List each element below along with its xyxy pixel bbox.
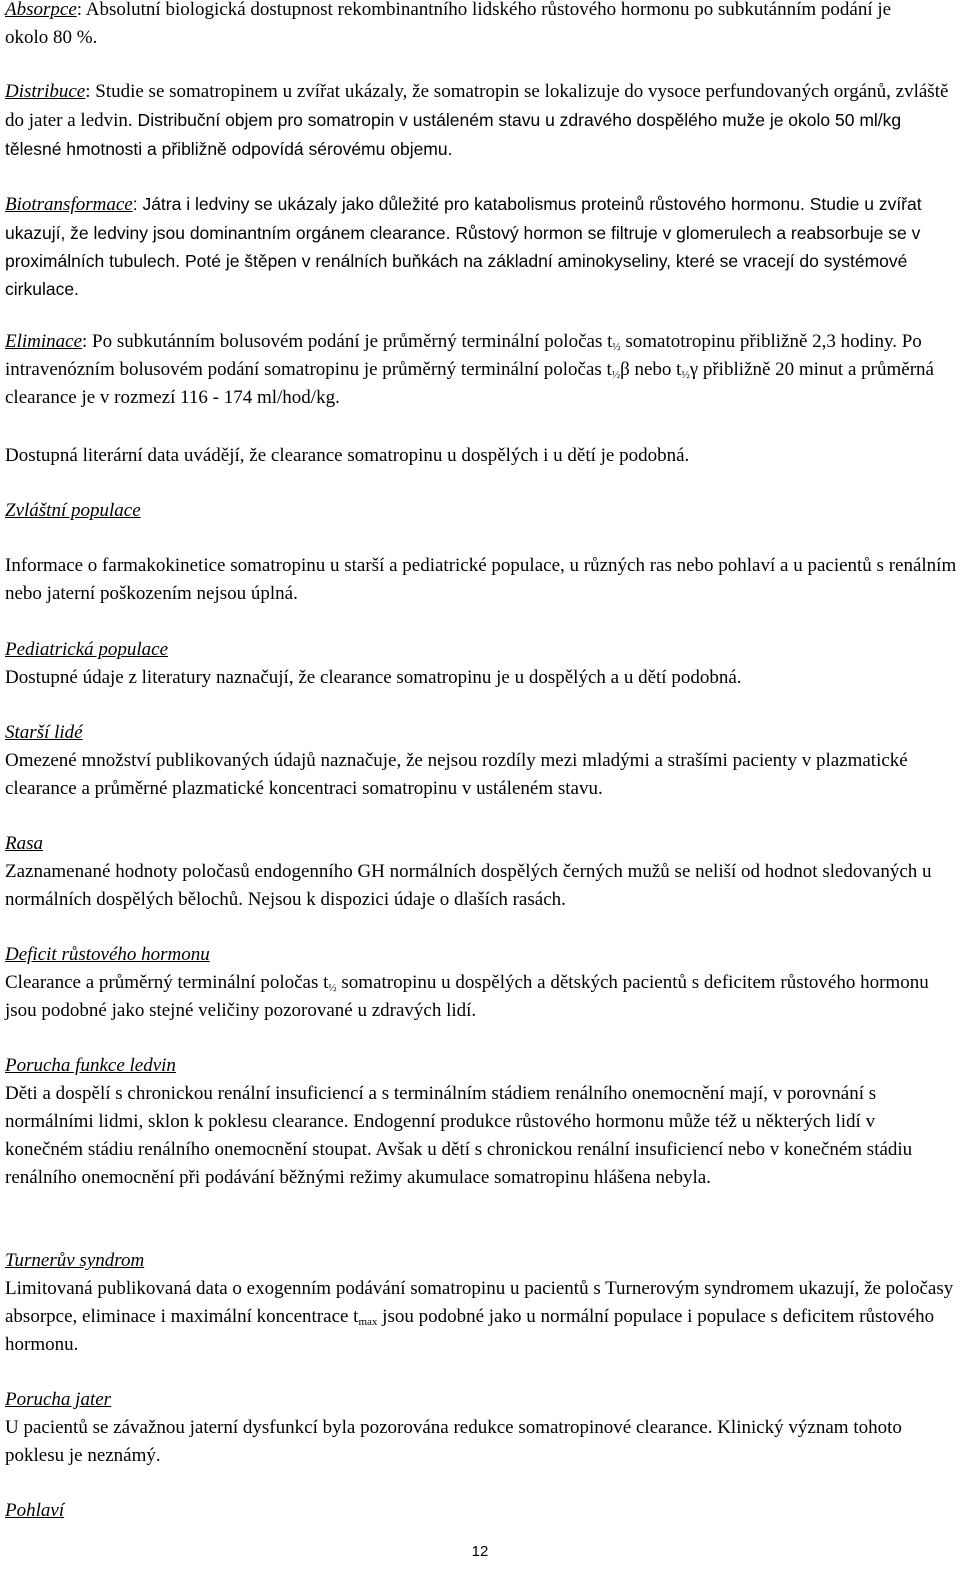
- distribuce-label: Distribuce: [5, 81, 86, 102]
- distribuce-text-a: : Studie se somatropinem u zvířat ukázaly, že somatropin se lokalizuje do vysoce perfundovaných orgánů, zvláště do jater a ledvin.: [5, 81, 949, 131]
- eliminace-paragraph: [5, 328, 957, 412]
- distribuce-text-b: Distribuční objem pro somatropin v ustáleném stavu u zdravého dospělého muže je okolo 50 ml/kg tělesné hmotnosti a přibližně odpovídá sérovému objemu.: [5, 110, 902, 159]
- biotransformace-text-b: Růstový hormon se filtruje v glomerulech a reabsorbuje se v proximálních tubulech. Poté je štěpen v renálních buňkách na základní aminokyseliny, které se vracejí do systémové cirkulace.: [5, 223, 921, 299]
- pohlavi-heading: Pohlaví: [5, 1500, 65, 1521]
- half-subscript: ½: [328, 982, 337, 994]
- absorpce-paragraph: [5, 0, 905, 52]
- page-number: 12: [471, 1543, 489, 1560]
- rasa-text: Zaznamenané hodnoty poločasů endogenního GH normálních dospělých černých mužů se neliší od hodnot sledovaných u normálních dospělých bělochů. Nejsou k dispozici údaje o dlaších rasách.: [5, 861, 932, 910]
- eliminace-text-1: : Po subkutánním bolusovém podání je průměrný terminální poločas t: [82, 331, 613, 352]
- half-subscript: ½: [612, 341, 621, 353]
- turner-text-2: jsou podobné jako u normální populace i populace s deficitem růstového hormonu.: [5, 1306, 935, 1355]
- starsi-heading: Starší lidé: [5, 722, 83, 743]
- eliminace-text-3: β nebo t: [620, 359, 682, 380]
- distribuce-paragraph: [5, 78, 957, 164]
- half-subscript: ½: [681, 369, 690, 381]
- deficit-text: [5, 969, 957, 1025]
- half-subscript: ½: [611, 369, 621, 381]
- jater-heading: Porucha jater: [5, 1389, 112, 1410]
- turner-text-1: Limitovaná publikovaná data o exogenním podávání somatropinu u pacientů s Turnerovým syndromem ukazují, že poločasy absorpce, eliminace i maximální koncentrace t: [5, 1278, 954, 1327]
- dostupna-paragraph: Dostupná literární data uvádějí, že clearance somatropinu u dospělých i u dětí je podobná.: [5, 445, 690, 466]
- ledviny-heading: Porucha funkce ledvin: [5, 1055, 176, 1076]
- jater-text: U pacientů se závažnou jaterní dysfunkcí byla pozorována redukce somatropinové clearance. Klinický význam tohoto poklesu je neznámý.: [5, 1417, 902, 1466]
- deficit-text-1: Clearance a průměrný terminální poločas t: [5, 972, 329, 993]
- eliminace-text-4: γ přibližně 20 minut a průměrná clearance je v rozmezí 116 - 174 ml/hod/kg.: [5, 359, 934, 408]
- biotransformace-label: Biotransformace: [5, 194, 133, 215]
- eliminace-text-2: somatotropinu přibližně 2,3 hodiny. Po intravenózním bolusovém podání somatropinu je průměrný terminální poločas t: [5, 331, 922, 380]
- biotransformace-paragraph: [5, 190, 957, 303]
- eliminace-label: Eliminace: [5, 331, 83, 352]
- turner-text: [5, 1275, 957, 1359]
- absorpce-label: Absorpce: [5, 0, 77, 20]
- zvlastni-populace-text: Informace o farmakokinetice somatropinu u starší a pediatrické populace, u různých ras nebo pohlaví a u pacientů s renálním nebo jaterní poškozením nejsou úplná.: [5, 555, 957, 604]
- deficit-heading: Deficit růstového hormonu: [5, 944, 210, 965]
- ledviny-text: Děti a dospělí s chronickou renální insuficiencí a s terminálním stádiem renálního onemocnění mají, v porovnání s normálními lidmi, sklon k poklesu clearance. Endogenní produkce růstového hormonu může též u některých lidí v konečném stádiu renálního onemocnění stoupat. Avšak u dětí s chronickou renální insuficiencí nebo v konečném stádiu renálního onemocnění při podávání běžnými režimy akumulace somatropinu hlášena nebyla.: [5, 1083, 913, 1188]
- rasa-heading: Rasa: [5, 833, 43, 854]
- pediatricka-heading: Pediatrická populace: [5, 639, 169, 660]
- max-subscript: max: [358, 1316, 378, 1328]
- absorpce-text: : Absolutní biologická dostupnost rekombinantního lidského růstového hormonu po subkutánním podání je okolo 80 %.: [5, 0, 892, 48]
- deficit-text-2: somatropinu u dospělých a dětských pacientů s deficitem růstového hormonu jsou podobné jako stejné veličiny pozorované u zdravých lidí.: [5, 972, 929, 1021]
- biotransformace-text-a: : Játra i ledviny se ukázaly jako důležité pro katabolismus proteinů růstového hormonu. Studie u zvířat ukazují, že ledviny jsou dominantním orgánem clearance.: [5, 194, 922, 243]
- zvlastni-populace-heading: Zvláštní populace: [5, 500, 141, 521]
- turner-heading: Turnerův syndrom: [5, 1250, 145, 1271]
- pediatricka-text: Dostupné údaje z literatury naznačují, že clearance somatropinu je u dospělých a u dětí podobná.: [5, 667, 742, 688]
- starsi-text: Omezené množství publikovaných údajů naznačuje, že nejsou rozdíly mezi mladými a strašími pacienty v plazmatické clearance a průměrné plazmatické koncentraci somatropinu v ustáleném stavu.: [5, 750, 908, 799]
